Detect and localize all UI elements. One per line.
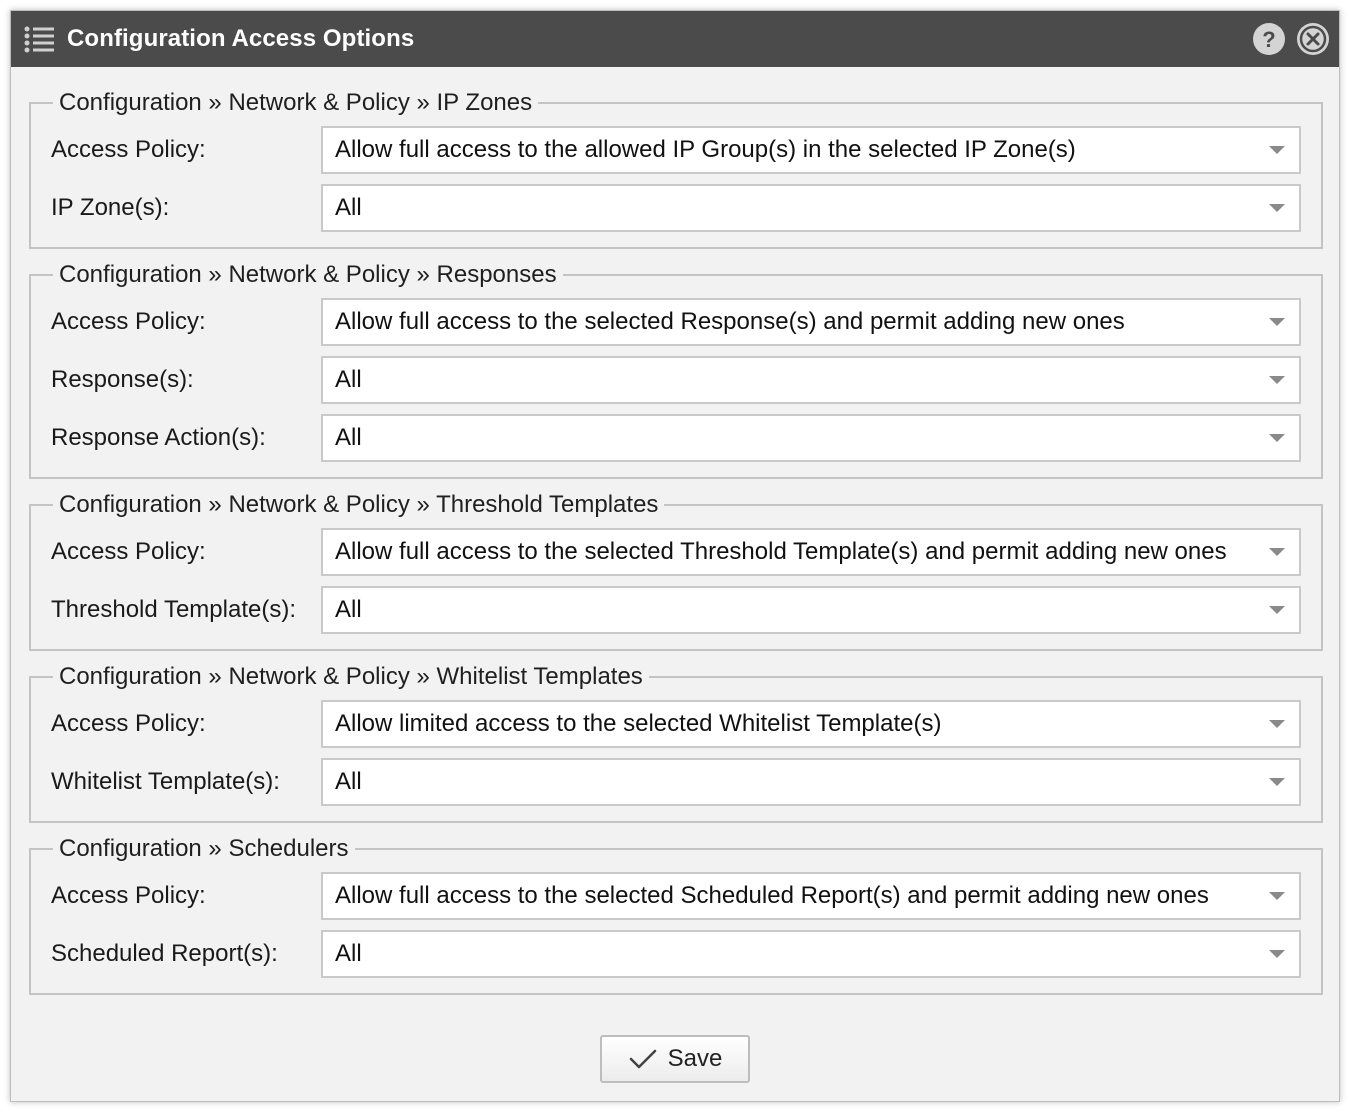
field-label: Threshold Template(s): — [51, 596, 296, 623]
close-button[interactable] — [1297, 23, 1329, 55]
form-row — [51, 409, 1301, 467]
dialog-title: Configuration Access Options — [67, 25, 415, 52]
save-button-label: Save — [667, 1045, 723, 1072]
field-label: IP Zone(s): — [51, 194, 170, 221]
select-value: Allow full access to the selected Threshold Template(s) and permit adding new ones — [335, 538, 1227, 565]
form-row — [51, 523, 1301, 581]
field-label: Response Action(s): — [51, 424, 266, 451]
list-icon — [23, 25, 55, 53]
field-label: Whitelist Template(s): — [51, 768, 280, 795]
form-row — [51, 695, 1301, 753]
chevron-down-icon — [1269, 950, 1285, 958]
response-actions-select[interactable] — [321, 414, 1301, 462]
select-value: Allow full access to the allowed IP Group(s) in the selected IP Zone(s) — [335, 136, 1076, 163]
close-icon — [1297, 23, 1329, 55]
form-row — [51, 753, 1301, 811]
responses-select[interactable] — [321, 356, 1301, 404]
form-row — [51, 179, 1301, 237]
help-button[interactable] — [1253, 23, 1285, 55]
config-access-dialog — [10, 10, 1340, 1102]
help-icon — [1253, 23, 1285, 55]
responses-access-policy-select[interactable] — [321, 298, 1301, 346]
section-responses — [29, 261, 1323, 479]
field-label: Access Policy: — [51, 136, 206, 163]
section-legend: Configuration » Network & Policy » Threshold Templates — [59, 491, 659, 518]
form-row — [51, 121, 1301, 179]
field-label: Response(s): — [51, 366, 194, 393]
section-legend: Configuration » Schedulers — [59, 835, 349, 862]
field-label: Access Policy: — [51, 882, 206, 909]
section-legend: Configuration » Network & Policy » IP Zones — [59, 89, 533, 116]
titlebar-buttons — [1253, 23, 1329, 55]
chevron-down-icon — [1269, 146, 1285, 154]
section-threshold-templates — [29, 491, 1323, 651]
field-label: Access Policy: — [51, 538, 206, 565]
chevron-down-icon — [1269, 778, 1285, 786]
field-label: Access Policy: — [51, 308, 206, 335]
select-value: All — [335, 194, 362, 221]
chevron-down-icon — [1269, 606, 1285, 614]
form-row — [51, 925, 1301, 983]
save-button[interactable] — [600, 1035, 750, 1083]
dialog-titlebar — [11, 11, 1339, 67]
select-value: All — [335, 768, 362, 795]
select-value: All — [335, 940, 362, 967]
chevron-down-icon — [1269, 548, 1285, 556]
chevron-down-icon — [1269, 892, 1285, 900]
select-value: All — [335, 596, 362, 623]
chevron-down-icon — [1269, 318, 1285, 326]
section-schedulers — [29, 835, 1323, 995]
field-label: Scheduled Report(s): — [51, 940, 278, 967]
checkmark-icon — [628, 1047, 658, 1071]
select-value: All — [335, 424, 362, 451]
ip-zones-select[interactable] — [321, 184, 1301, 232]
schedulers-access-policy-select[interactable] — [321, 872, 1301, 920]
section-legend: Configuration » Network & Policy » Whitelist Templates — [59, 663, 643, 690]
select-value: Allow full access to the selected Scheduled Report(s) and permit adding new ones — [335, 882, 1209, 909]
scheduled-reports-select[interactable] — [321, 930, 1301, 978]
chevron-down-icon — [1269, 204, 1285, 212]
threshold-templates-select[interactable] — [321, 586, 1301, 634]
section-whitelist-templates — [29, 663, 1323, 823]
chevron-down-icon — [1269, 434, 1285, 442]
whitelist-access-policy-select[interactable] — [321, 700, 1301, 748]
select-value: All — [335, 366, 362, 393]
section-ip-zones — [29, 89, 1323, 249]
ip-zones-access-policy-select[interactable] — [321, 126, 1301, 174]
select-value: Allow limited access to the selected Whitelist Template(s) — [335, 710, 942, 737]
svg-text:?: ? — [1262, 27, 1276, 52]
form-row — [51, 293, 1301, 351]
dialog-content — [29, 89, 1323, 1007]
field-label: Access Policy: — [51, 710, 206, 737]
chevron-down-icon — [1269, 376, 1285, 384]
form-row — [51, 867, 1301, 925]
whitelist-templates-select[interactable] — [321, 758, 1301, 806]
dialog-footer — [11, 1035, 1339, 1083]
chevron-down-icon — [1269, 720, 1285, 728]
section-legend: Configuration » Network & Policy » Responses — [59, 261, 557, 288]
select-value: Allow full access to the selected Response(s) and permit adding new ones — [335, 308, 1125, 335]
threshold-access-policy-select[interactable] — [321, 528, 1301, 576]
form-row — [51, 351, 1301, 409]
form-row — [51, 581, 1301, 639]
